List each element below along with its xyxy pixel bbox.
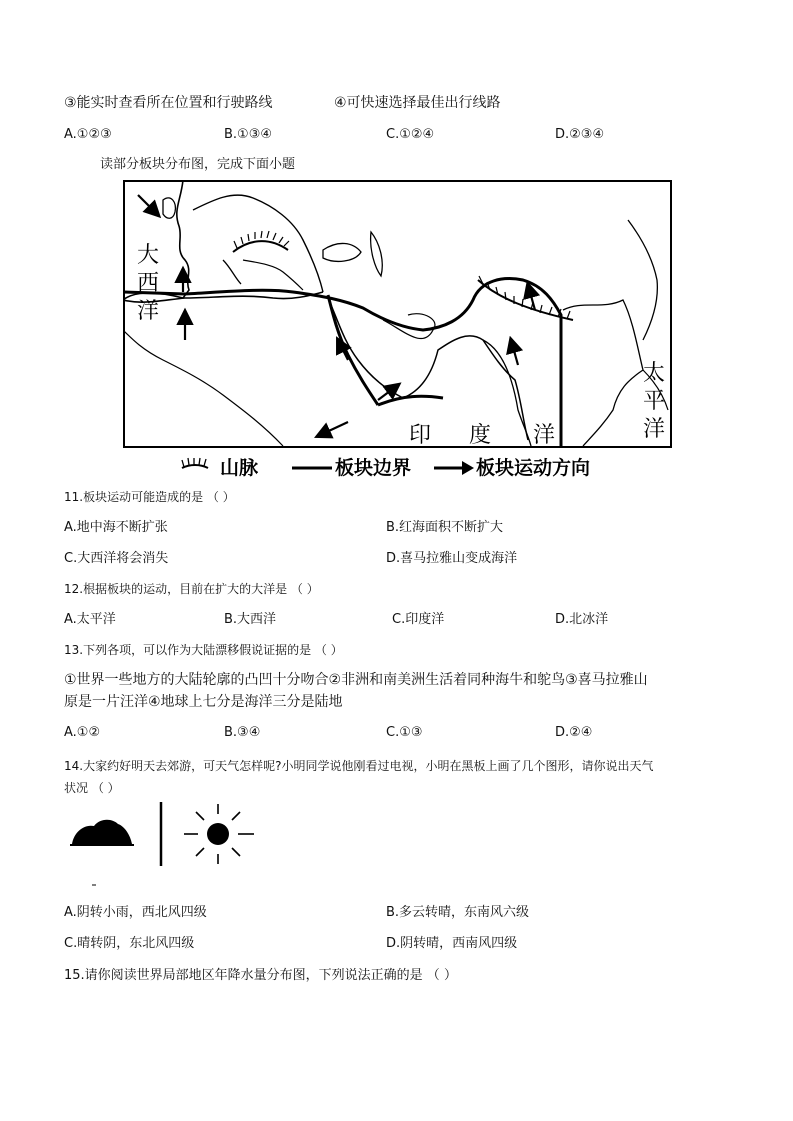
choice-a: A.①②③ [64,127,112,142]
q15-stem: 15.请你阅读世界局部地区年降水量分布图，下列说法正确的是 （ ） [64,968,457,983]
plate-map [123,180,672,448]
q11-choice-b: B.红海面积不断扩大 [386,520,504,535]
q11-choice-a: A.地中海不断扩张 [64,520,168,535]
indian-label-2: 度 [469,423,492,448]
q14-choice-a: A.阴转小雨，西北风四级 [64,905,207,920]
legend-mountain: 山脉 [220,457,259,479]
sun-icon [184,804,254,864]
q12-stem: 12.根据板块的运动，目前在扩大的大洋是 （ ） [64,582,319,596]
overcast-icon [72,820,132,844]
legend-boundary: 板块边界 [335,457,412,479]
weather-symbols [68,800,268,890]
q13-choice-b: B.③④ [224,725,261,740]
atlantic-label-3: 洋 [137,299,160,324]
q14-stem-line2: 状况 （ ） [64,781,120,795]
option-4-text: ④可快速选择最佳出行线路 [334,95,501,111]
pacific-label-2: 平 [643,389,666,414]
atlantic-label-1: 大 [137,243,160,268]
q14-choice-b: B.多云转晴，东南风六级 [386,905,530,920]
q14-choice-d: D.阴转晴，西南风四级 [386,936,518,951]
map-legend [180,452,620,482]
legend-direction: 板块运动方向 [476,457,591,479]
q13-choice-d: D.②④ [555,725,593,740]
q12-choice-b: B.大西洋 [224,612,277,627]
atlantic-label-2: 西 [137,271,160,296]
q13-choice-c: C.①③ [386,725,423,740]
q13-body-line2: 原是一片汪洋④地球上七分是海洋三分是陆地 [64,694,343,710]
pacific-label-3: 洋 [643,417,666,442]
q12-choice-a: A.太平洋 [64,612,116,627]
q11-choice-d: D.喜马拉雅山变成海洋 [386,551,518,566]
map-intro: 读部分板块分布图，完成下面小题 [100,157,296,172]
q12-choice-d: D.北冰洋 [555,612,609,627]
q13-stem: 13.下列各项，可以作为大陆漂移假说证据的是 （ ） [64,643,343,657]
q13-body-line1: ①世界一些地方的大陆轮廓的凸凹十分吻合②非洲和南美洲生活着同种海牛和鸵鸟③喜马拉雅山 [64,672,648,688]
q12-choice-c: C.印度洋 [392,612,445,627]
pacific-label-1: 太 [643,361,666,386]
choice-b: B.①③④ [224,127,273,142]
q14-stem-line1: 14.大家约好明天去郊游，可天气怎样呢?小明同学说他刚看过电视，小明在黑板上画了几个图形，请你说出天气 [64,759,654,773]
q13-choice-a: A.①② [64,725,101,740]
option-3-text: ③能实时查看所在位置和行驶路线 [64,95,273,111]
q11-choice-c: C.大西洋将会消失 [64,551,169,566]
q11-stem: 11.板块运动可能造成的是 （ ） [64,490,235,504]
choice-d: D.②③④ [555,127,605,142]
indian-label-3: 洋 [533,423,556,448]
choice-c: C.①②④ [386,127,435,142]
indian-label-1: 印 [409,423,432,448]
q14-choice-c: C.晴转阴，东北风四级 [64,936,195,951]
